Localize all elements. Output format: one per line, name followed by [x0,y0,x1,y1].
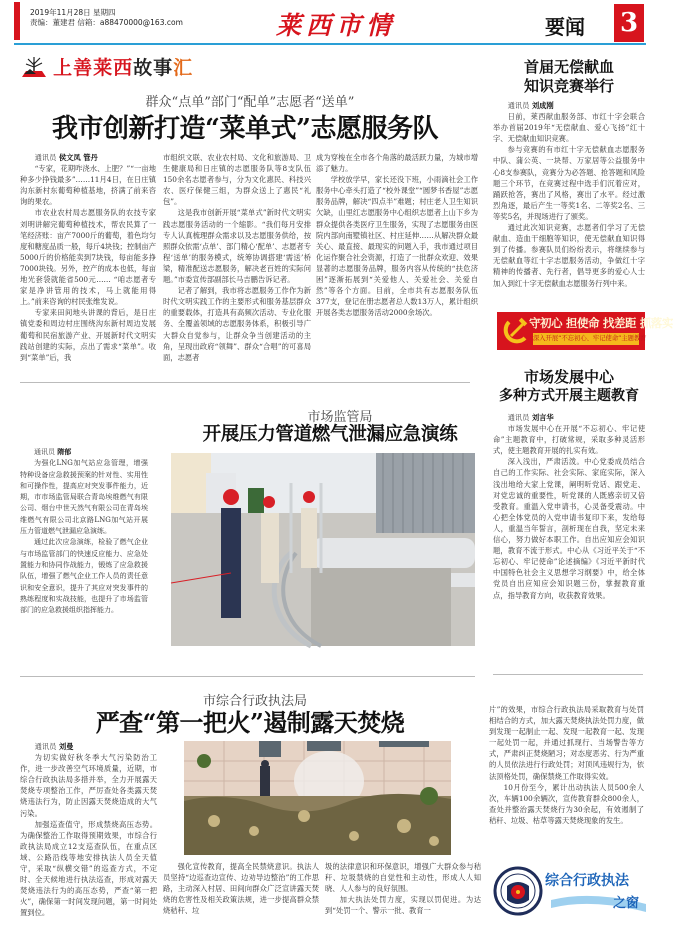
section-title: 要闻 [545,15,585,39]
byline-author: 刘曼 [58,742,74,751]
sidebar2-byline [493,412,645,423]
paragraph: 参与竞赛的有市红十字无偿献血志愿服务中队、蒲公英、一块帮、万家居等公益服务中心8支参赛队，竞赛分为必答题、抢答题和风险题三个环节，在竞赛过程中选手们沉着应对，踊跃抢答，赛出了风格，赛出了水平。经过激烈角逐，最后产生一等奖1名、二等奖2名、三等奖5名，并现场进行了颁奖。 [493,145,645,221]
sidebar2-headline-line1: 市场发展中心 [523,368,614,386]
party-banner-title: 守初心 担使命 找差距 抓落实 [529,316,673,330]
article2-column-1 [20,446,148,646]
issue-date: 2019年11月28日 星期四 [30,8,116,17]
article1-column-3 [316,152,478,352]
article2-kicker: 市场监管局 [307,410,373,425]
article3-column-1 [20,741,157,918]
paragraph: 加大执法处罚力度，实现以罚促进。为达到“处罚一个、警示一批、教育一 [325,895,481,916]
article3-column-3 [325,861,481,921]
article1-headline: 我市创新打造“菜单式”志愿服务队 [52,114,438,144]
banner-title-red: 上善莱西 [53,57,134,79]
byline-author: 隋郁 [57,447,72,456]
banner-title-black: 故事 [133,57,174,79]
section-divider [493,674,643,675]
paragraph: 通过此次应急演练，检验了燃气企业与市场监管部门的快速反应能力、应急处置能力和协同作战能力，锻炼了应急救援队伍，增强了燃气企业工作人员的责任意识和安全意识，提升了其应对突发事件的熟练程度和实战技能，也提升了市场监管部门的应急救援组织指挥能力。 [20,538,148,615]
byline-label: 通讯员 [507,101,530,110]
paragraph: 通过此次知识竞赛，志愿者们学习了无偿献血、造血干细胞等知识，使无偿献血知识得到了传播。参赛队员们纷纷表示，将继续参与无偿献血等红十字志愿服务活动，争做红十字精神的传播者、先行者，倡导更多的爱心人士加入到红十字无偿献血志愿服务行列中来。 [493,223,645,288]
sidebar2-headline [493,368,645,406]
paragraph: 专家来田间地头讲课的背后，是日庄镇党委和周边村庄围绕沟东新村周边发展葡萄和民宿旅游产业、开展新时代文明实践站创建的实际，点出了需求“菜单”。收到“菜单”后，我 [20,308,156,362]
gas-pipeline-drill-photo [171,453,475,646]
law-enforcement-badge-icon [493,866,543,916]
sidebar2-body [493,412,645,664]
article3-headline: 严查“第一把火”遏制露天焚烧 [95,708,405,737]
article3-column-2 [163,861,319,921]
header-accent-bar [14,2,20,40]
paragraph: 深入浅出，严肃活泼。中心党委成员结合自己的工作实际、社会实际、家庭实际，深入浅出地给大家上党课，阐明听党话、跟党走、对党忠诚的重要性，听党课的人既感亲切又倍受教育。重温入党申请书，心灵备受震动。中心把全体党员的入党申请书复印下来，发给每人，重温当年誓言，剖析现在自我，坚定未来信心，努力做好本职工作。自出应知应会知识题，教育不流于形式。中心从《习近平关于“不忘初心、牢记使命”论述摘编》《习近平新时代中国特色社会主义思想学习纲要》中，给全体党员自出应知应会知识题三份，掌握教育重点，指导教育方向，收获教育效果。 [493,457,645,600]
header-info [30,8,183,28]
paragraph: 市场发展中心在开展“不忘初心、牢记使命”主题教育中，打破常规，采取多种灵活形式，使主题教育开展的扎实有效。 [493,424,645,456]
sidebar2-headline-line2: 多种方式开展主题教育 [499,388,639,404]
article3-byline [20,741,157,752]
sidebar1-headline [493,58,645,96]
paper-masthead: 莱西市情 [276,11,397,40]
banner-title-accent: 汇 [173,57,193,79]
sidebar1-body [493,100,645,300]
section-divider [20,382,470,383]
editor-contact: 责编：董建君 信箱：a88470000@163.com [30,18,183,27]
page-number: 3 [614,4,644,42]
party-banner-subtitle: 深入开展“不忘初心、牢记使命”主题教育 [533,333,639,345]
window-logo-subtitle: 之窗 [613,896,640,911]
byline-author: 刘成刚 [531,101,554,110]
byline-label: 通讯员 [34,448,55,456]
article3-column-4 [489,704,644,854]
byline-label: 通讯员 [34,153,57,162]
paragraph: 为强化LNG加气站应急管理，增强特种设备应急救援预案的针对性、实用性和可操作性，提高应对突发事件能力，近期，市市场监管局联合青岛埃维燃气有限公司、烟台中世天然气有限公司在青岛埃维燃气有限公司北京路LNG加气站开展压力管道燃气泄漏应急演练。 [20,459,148,536]
paragraph: 为切实做好秋冬季大气污染防治工作，进一步改善空气环境质量，近期，市综合行政执法局多措并举，全力开展露天焚烧专项整治工作，严厉查处各类露天焚烧违法行为，防止因露天焚烧造成的大气污染。 [20,753,157,818]
paragraph: 市组织文联、农业农村局、文化和旅游局、卫生健康局和日庄镇的志愿服务队等8支队伍150余名志愿者参与，分为文化惠民、科技兴农、医疗保健三组，为群众送上了惠民“礼包”。 [163,153,311,207]
hammer-sickle-icon [503,316,529,346]
byline-label: 通讯员 [507,413,530,422]
paragraph: 记者了解到，我市将志愿服务工作作为新时代文明实践工作的主要形式和服务基层群众的重要载体，打造具有高频次活动、专业化服务、全覆盖领域的志愿服务体系，积极引导广大群众自觉参与，让群众争当创建活动的主角，呈现出政府“领舞”、群众“合唱”的可喜局面，志愿者 [163,286,311,362]
paragraph: 加强巡查值守，形成禁烧高压态势。为确保整治工作取得预期效果，市综合行政执法局成立12支巡查队伍，在重点区域、公路沿线等地安排执法人员全天值守，采取“纵横交错”的巡查方式，不定时、全天候地进行执法巡查，形成对露天焚烧违法行为的高压态势，严查“第一把火”，确保第一时间发现问题，第一时间处置到位。 [20,819,157,918]
section-divider [20,676,475,677]
paragraph: 市农业农村局志愿服务队的农技专家刘明讲解完葡萄种植技术，帮农民算了一笔经济账：亩产7000斤的葡萄，着色均匀度和糖度品质一般，每斤4块钱；控制亩产5000斤的价格能卖到7块钱，每亩能多挣7000块钱。另外，控产的成本也低，每亩地光套袋就能省500元…… “咱志愿者专家是净讲管用的技术，马上就能用得上。”前来咨询的村民张维发说。 [20,208,156,307]
article1-column-1 [20,152,156,362]
paragraph: 成为穿梭在全市各个角落的最活跃力量，为城市增添了魅力。 [316,153,478,174]
sidebar1-headline-line1: 首届无偿献血 [523,58,614,76]
party-education-banner [497,312,673,350]
paragraph: 这是我市创新开展“菜单式”新时代文明实践志愿服务活动的一个缩影。“我们每月安排专人认真梳理群众需求以及志愿服务供给，按照群众依需‘点单’、部门精心‘配单’、志愿者专程‘送单’的服务模式，统筹协调搭建‘需送’桥梁，精准配送志愿服务，解决老百姓的实际问题。”市委宣传部副部长马吉鹏告诉记者。 [163,208,311,285]
law-enforcement-window-logo [493,866,648,942]
header-divider [14,43,646,45]
paragraph: 日前，莱西献血服务部、市红十字会联合举办首届2019年“无偿献血、爱心飞扬”红十字、无偿献血知识竞赛。 [493,112,645,144]
paragraph: “专家，花期咋浇水、上肥？”“一亩地种多少挣钱最多”……11月4日，在日庄镇沟东新村东葡萄种植基地，挤满了前来咨询的果农。 [20,164,156,207]
article2-headline: 开展压力管道燃气泄漏应急演练 [202,424,458,445]
sidebar1-byline [493,100,645,111]
byline-author: 刘言华 [531,413,554,422]
article1-column-2 [163,152,311,362]
paragraph: 学校放学早，家长还没下班，小雨滴社会工作服务中心牵头打造了“校外课堂”“圆梦书香屋”志愿服务品牌，解决“四点半”难题；村庄老人卫生知识欠缺，山里红志愿服务中心组织志愿者上山下乡为群众提供各类医疗卫生服务，实现了志愿服务由医院内部向南墅镇社区、村庄延伸……从解决群众最关心、最直接、最现实的问题入手，我市通过项目化运作聚合社会资源，打造了一批群众欢迎、效果显著的志愿服务品牌，服务内容从传统的“扶危济困”逐渐拓展到“关爱他人、关爱社会、关爱自然”等各个方面。目前，全市共有志愿服务队伍377支，登记在册志愿者总人数13万人，累计组织开展各类志愿服务活动2000余场次。 [316,175,478,318]
article1-kicker: 群众“点单”部门“配单”志愿者“送单” [145,95,355,110]
byline-author: 侯文凤 管丹 [58,153,98,162]
sidebar1-headline-line2: 知识竞赛举行 [523,77,614,95]
paragraph: 强化宣传教育，提高全民禁烧意识。执法人员坚持“边巡查边宣传、边劝导边整治”的工作思路，主动深入村居、田间向群众广泛宣讲露天焚烧的危害性及相关政策法规，进一步提高群众禁烧秸秆、垃 [163,862,319,916]
column-banner [20,53,192,79]
paragraph: 圾的法律意识和环保意识，增强广大群众参与秸秆、垃圾禁烧的自觉性和主动性，形成人人知晓、人人参与的良好氛围。 [325,862,481,894]
article3-kicker: 市综合行政执法局 [202,694,307,709]
open-burning-photo [184,741,451,855]
window-logo-title: 综合行政执法 [545,873,629,889]
tree-icon [20,56,48,78]
paragraph: 10月份至今，累计出动执法人员500余人次，车辆100余辆次，宣传教育群众800余人，查处并整治露天焚烧行为30余起，有效遏制了秸秆、垃圾、枯草等露天焚烧现象的发生。 [489,782,644,825]
byline-label: 通讯员 [34,742,57,751]
paragraph: 片”的效果，市综合行政执法局采取教育与处罚相结合的方式，加大露天焚烧执法处罚力度，做到发现一起制止一起、发现一起教育一起、发现一起处罚一起，并通过抓现行、当场警告等方式，严肃纠正焚烧陋习；对态度恶劣、行为严重的人员依法进行行政处罚；对顶风违规行为，依法顶格处罚，确保禁烧工作取得实效。 [489,705,644,781]
article1-byline [20,152,156,163]
article2-byline [20,446,148,458]
